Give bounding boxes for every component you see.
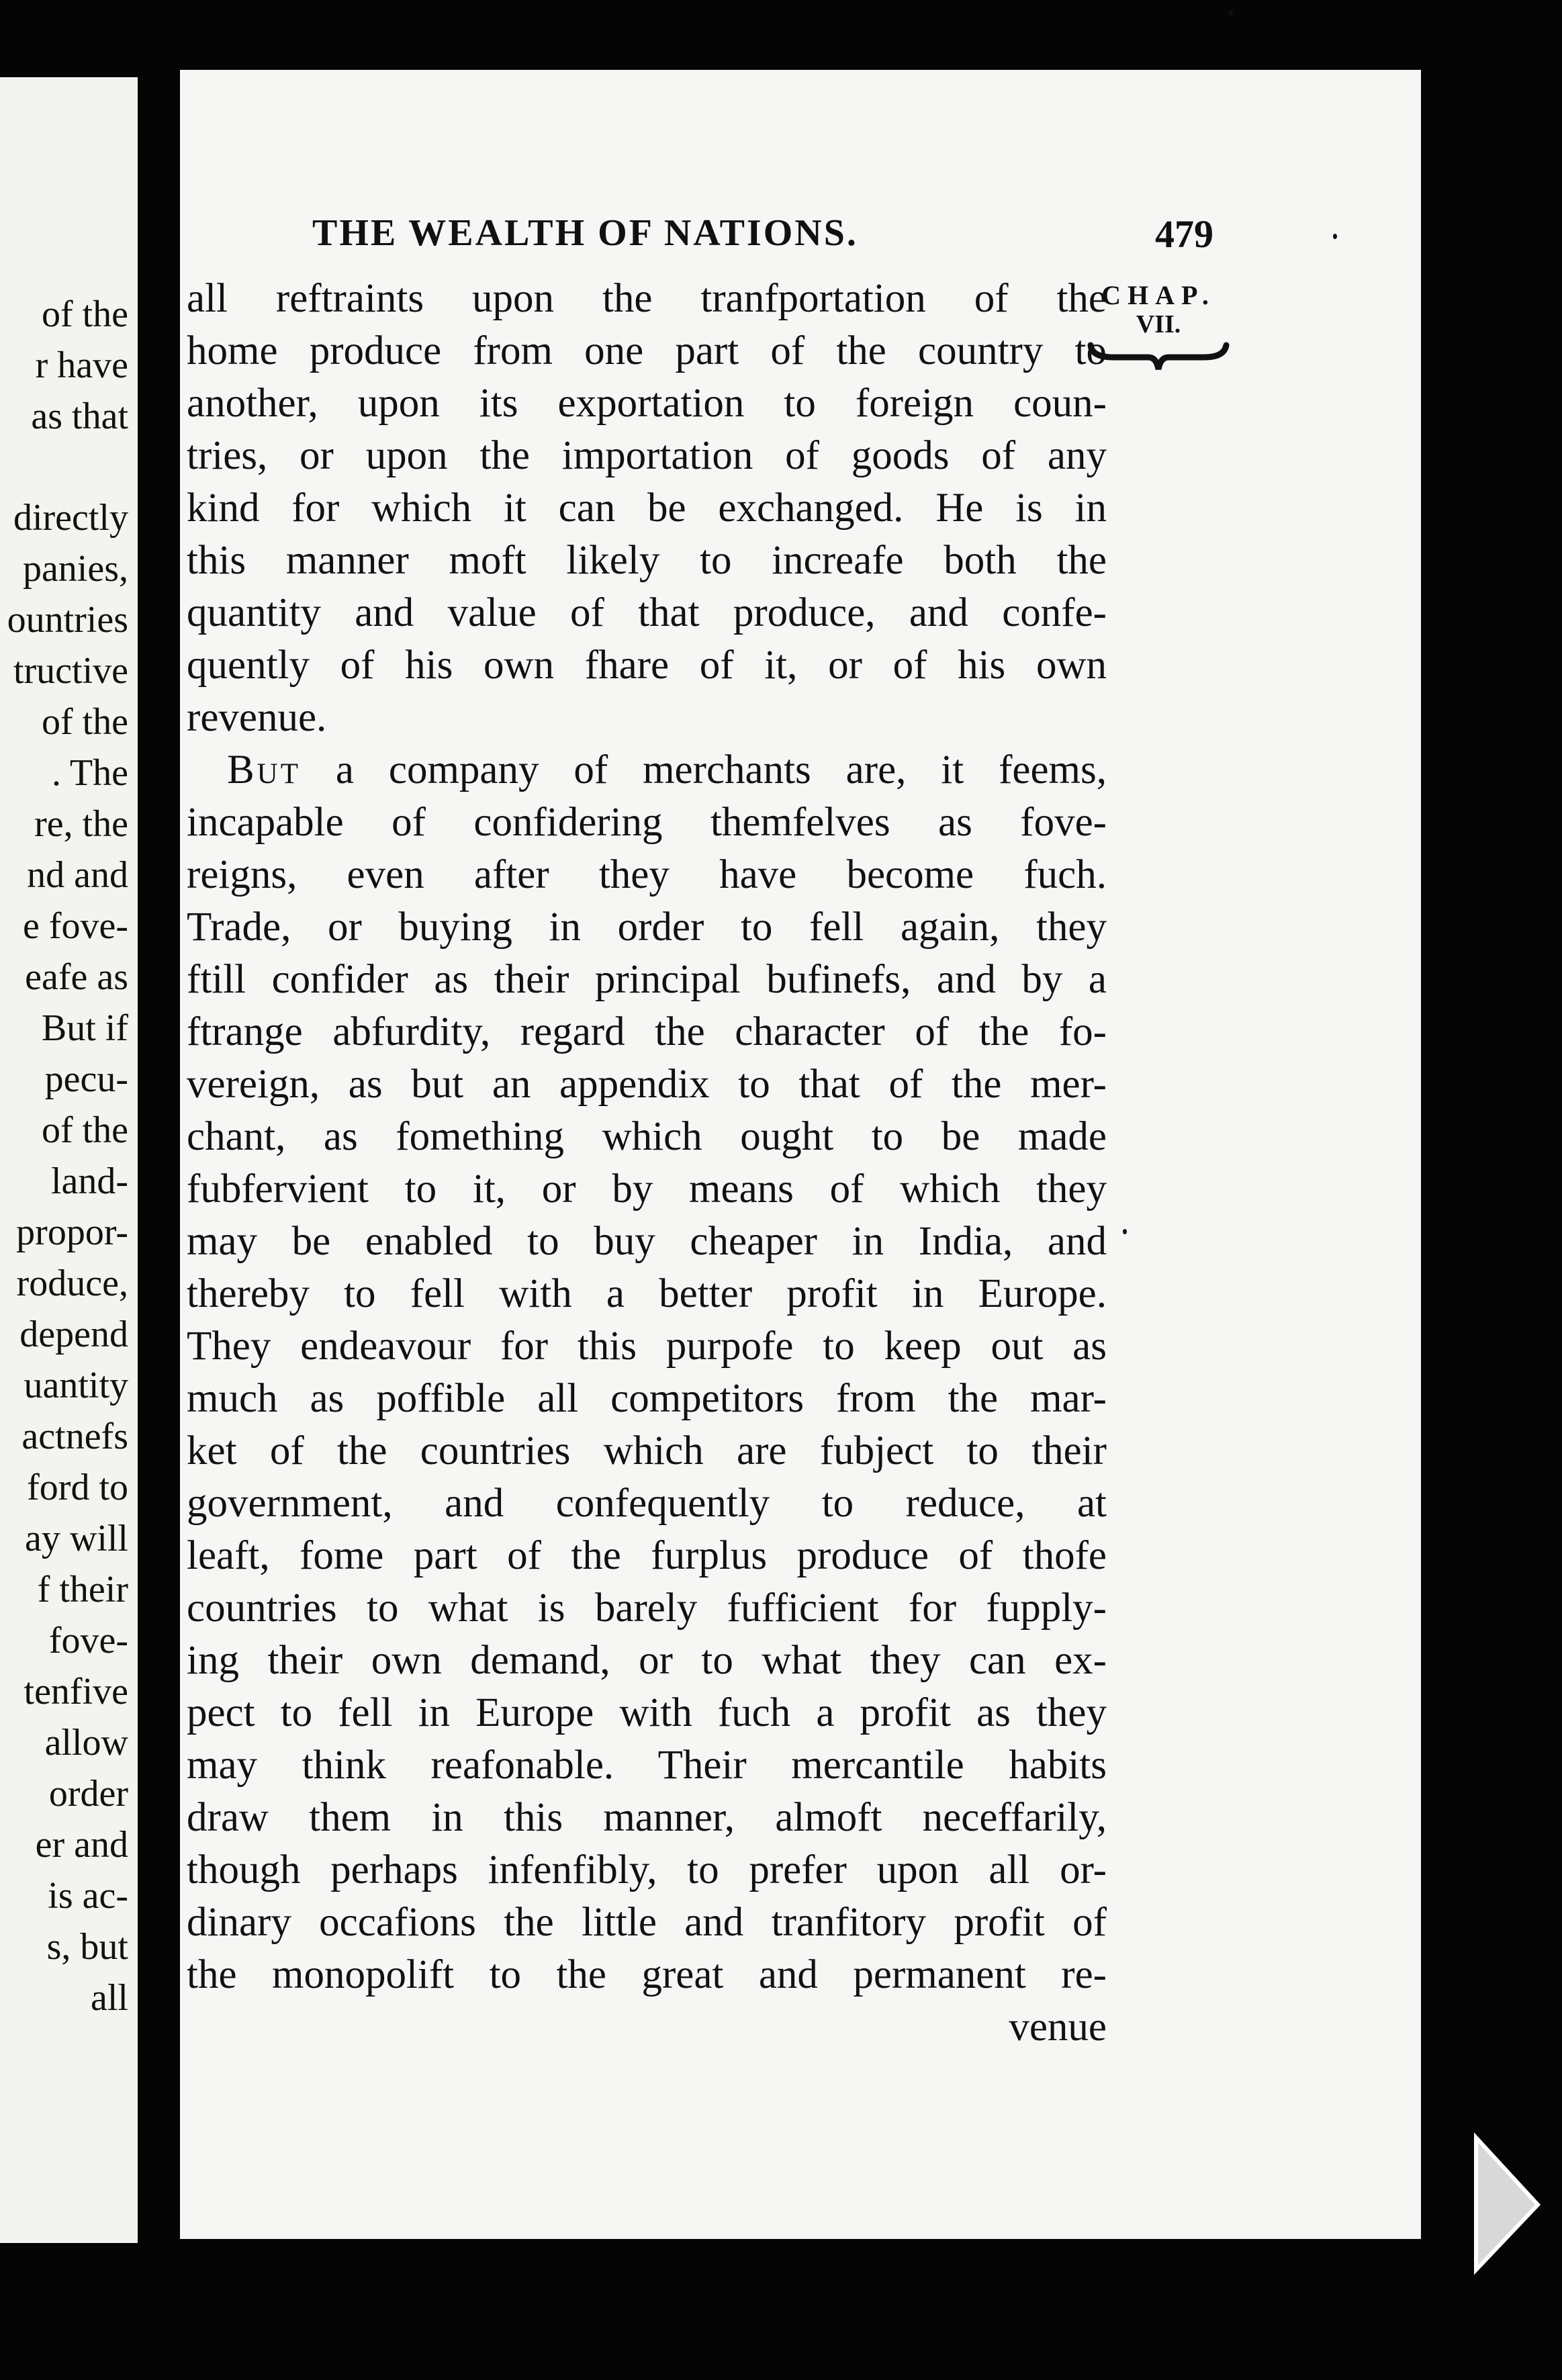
facing-page-line: But if bbox=[41, 1007, 128, 1049]
scan-speck bbox=[1229, 11, 1233, 16]
facing-page-line: tenfive bbox=[24, 1671, 128, 1712]
text-line: leaft, fome part of the furplus produce of thofe bbox=[187, 1533, 1107, 1578]
text-line: all reftraints upon the tranfportation of the bbox=[187, 276, 1107, 321]
facing-page-line: of the bbox=[41, 701, 128, 743]
facing-page-line: land- bbox=[50, 1160, 128, 1202]
paragraph-first-line bbox=[187, 744, 1107, 796]
curly-brace-icon bbox=[1087, 336, 1231, 376]
text-line: incapable of confidering themfelves as fove- bbox=[187, 800, 1107, 845]
facing-page-line: as that bbox=[31, 396, 128, 437]
facing-page-line: panies, bbox=[22, 548, 128, 590]
facing-page-line: propor- bbox=[16, 1211, 128, 1253]
facing-page-line: nd and bbox=[27, 854, 128, 896]
facing-page-line: is ac- bbox=[48, 1875, 128, 1917]
text-line: They endeavour for this purpofe to keep out as bbox=[187, 1324, 1107, 1369]
facing-page bbox=[0, 77, 138, 2243]
text-line: a company of merchants are, it feems, bbox=[335, 747, 1107, 792]
facing-page-line: of the bbox=[41, 293, 128, 335]
facing-page-line: . The bbox=[51, 752, 128, 794]
text-line: may be enabled to buy cheaper in India, and bbox=[187, 1219, 1107, 1264]
facing-page-line: of the bbox=[41, 1109, 128, 1151]
text-line: chant, as fomething which ought to be made bbox=[187, 1114, 1107, 1159]
facing-page-line: all bbox=[91, 1977, 128, 2019]
facing-page-line: directly bbox=[13, 497, 128, 539]
facing-page-line: f their bbox=[37, 1569, 128, 1610]
text-line: kind for which it can be exchanged. He is in bbox=[187, 486, 1107, 531]
facing-page-line: er and bbox=[35, 1824, 128, 1866]
text-line: pect to fell in Europe with fuch a profit as they bbox=[187, 1690, 1107, 1735]
chapter-number: VII. bbox=[1136, 310, 1181, 338]
facing-page-line: roduce, bbox=[16, 1263, 128, 1304]
catchword: venue bbox=[1009, 2005, 1107, 2050]
text-line: quantity and value of that produce, and confe- bbox=[187, 590, 1107, 635]
scan-speck bbox=[1333, 234, 1337, 239]
facing-page-line: allow bbox=[44, 1722, 128, 1764]
text-line: revenue. bbox=[187, 695, 327, 740]
text-line: home produce from one part of the country to bbox=[187, 328, 1107, 373]
paragraph-opening-word: But bbox=[227, 747, 302, 792]
running-title: THE WEALTH OF NATIONS. bbox=[312, 212, 858, 254]
text-line: draw them in this manner, almoft neceffarily, bbox=[187, 1795, 1107, 1840]
text-line: this manner moft likely to increafe both the bbox=[187, 538, 1107, 583]
facing-page-line: actnefs bbox=[21, 1416, 128, 1457]
text-line: fubfervient to it, or by means of which they bbox=[187, 1166, 1107, 1211]
text-line: government, and confequently to reduce, at bbox=[187, 1481, 1107, 1526]
facing-page-line: order bbox=[48, 1773, 128, 1815]
facing-page-line: ountries bbox=[7, 599, 128, 641]
text-line: dinary occafions the little and tranfitory profit of bbox=[187, 1900, 1107, 1945]
facing-page-line: e fove- bbox=[22, 905, 128, 947]
scan-speck bbox=[1123, 1229, 1127, 1234]
text-line: the monopolift to the great and permanent re- bbox=[187, 1952, 1107, 1997]
facing-page-line: uantity bbox=[24, 1365, 128, 1406]
text-line: ftill confider as their principal bufinefs, and by a bbox=[187, 957, 1107, 1002]
facing-page-line: fove- bbox=[48, 1620, 128, 1661]
facing-page-line: tructive bbox=[13, 650, 128, 692]
page-number: 479 bbox=[1155, 212, 1213, 256]
chapter-label: CHAP. bbox=[1101, 280, 1215, 310]
facing-page-line: depend bbox=[19, 1314, 128, 1355]
text-line: vereign, as but an appendix to that of the mer- bbox=[187, 1062, 1107, 1107]
text-line: ftrange abfurdity, regard the character of the fo- bbox=[187, 1009, 1107, 1054]
body-text bbox=[187, 273, 1107, 2054]
text-line: ing their own demand, or to what they can ex- bbox=[187, 1638, 1107, 1683]
next-page-arrow-icon[interactable] bbox=[1471, 2132, 1545, 2277]
facing-page-line: re, the bbox=[34, 803, 128, 845]
facing-page-line: r have bbox=[35, 345, 128, 386]
text-line: reigns, even after they have become fuch. bbox=[187, 852, 1107, 897]
facing-page-line: ford to bbox=[27, 1467, 128, 1508]
text-line: may think reafonable. Their mercantile habits bbox=[187, 1743, 1107, 1788]
text-line: tries, or upon the importation of goods of any bbox=[187, 433, 1107, 478]
text-line: ket of the countries which are fubject to their bbox=[187, 1428, 1107, 1473]
facing-page-line: eafe as bbox=[25, 956, 128, 998]
text-line: quently of his own fhare of it, or of his own bbox=[187, 643, 1107, 688]
text-line: though perhaps infenfibly, to prefer upon all or- bbox=[187, 1847, 1107, 1892]
text-line: much as poffible all competitors from the mar- bbox=[187, 1376, 1107, 1421]
text-line: another, upon its exportation to foreign coun- bbox=[187, 381, 1107, 426]
facing-page-line: s, but bbox=[46, 1926, 128, 1968]
text-line: thereby to fell with a better profit in Europe. bbox=[187, 1271, 1107, 1316]
text-line: countries to what is barely fufficient for fupply- bbox=[187, 1586, 1107, 1631]
facing-page-line: pecu- bbox=[44, 1058, 128, 1100]
facing-page-line: ay will bbox=[25, 1518, 128, 1559]
text-line: Trade, or buying in order to fell again, they bbox=[187, 905, 1107, 950]
chapter-marker bbox=[1091, 282, 1226, 337]
